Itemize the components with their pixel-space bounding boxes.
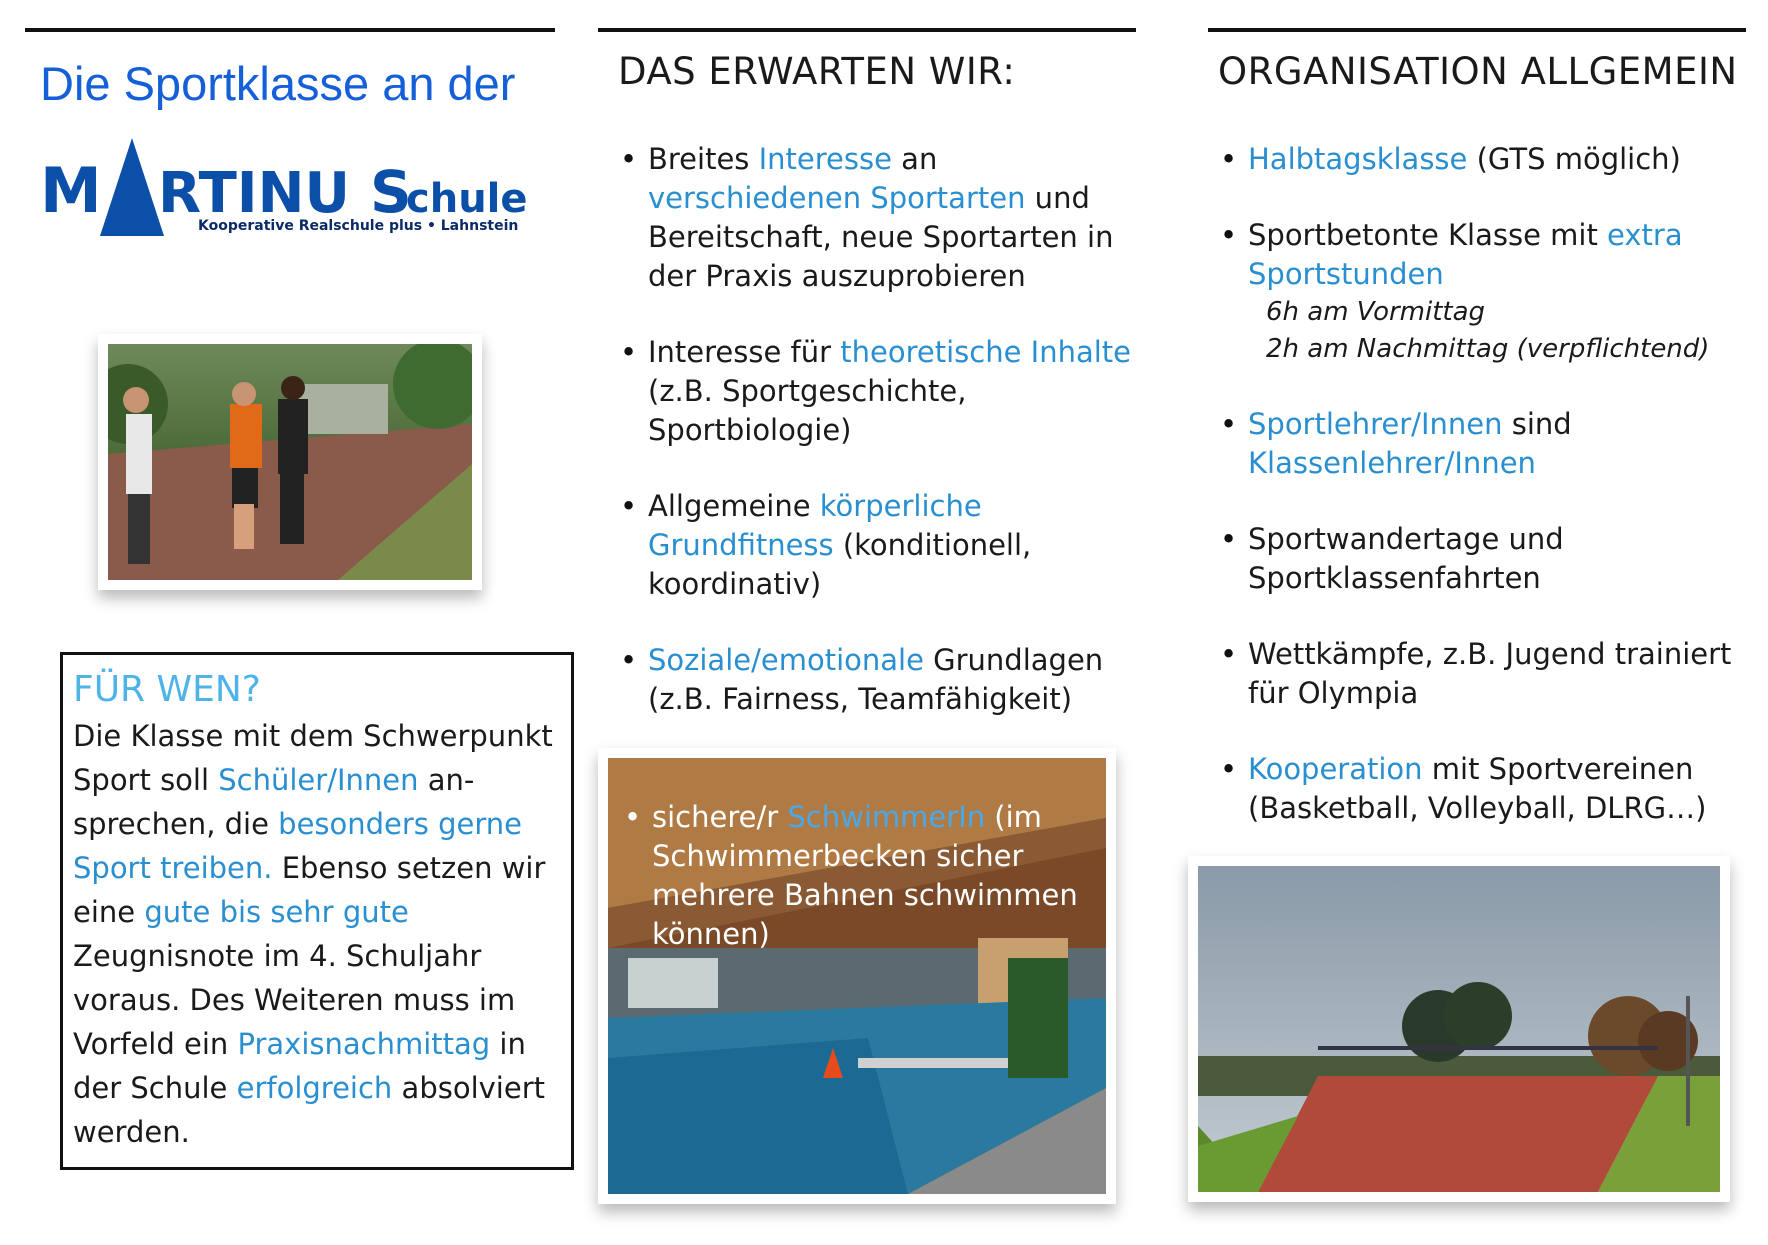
expectations-list [618,140,1138,719]
list-item: • Soziale/emotionale Grundlagen (z.B. Fairness, Teamfähigkeit) [618,641,1138,719]
box-heading: FÜR WEN? [73,669,261,710]
logo-text-rtinu: RTINU [158,161,350,226]
list-item: • Allgemeine körperliche Grundfitness (konditionell, koordinativ) [618,487,1138,604]
page-title: Die Sportklasse an der [40,57,516,110]
list-item: • Sportlehrer/Innen sind Klassenlehrer/Innen [1218,405,1748,483]
logo-text-s: S [370,158,412,226]
list-item: • Sportwandertage und Sportklassenfahrten [1218,520,1748,598]
list-item: • Kooperation mit Sportvereinen (Basketball, Volleyball, DLRG…) [1218,750,1748,828]
logo-text-chule: chule [406,176,528,222]
list-item: • Interesse für theoretische Inhalte (z.B. Sportgeschichte, Sportbiologie) [618,333,1138,450]
organisation-list [1218,140,1748,828]
sports-field-photo [1188,856,1730,1202]
list-item: • Halbtagsklasse (GTS möglich) [1218,140,1748,179]
list-item: • Wettkämpfe, z.B. Jugend trainiert für Olympia [1218,635,1748,713]
list-item: • Breites Interesse an verschiedenen Sportarten und Bereitschaft, neue Sportarten in der Praxis auszuprobieren [618,140,1138,296]
rule-left [25,28,555,32]
swimmer-bullet: • sichere/r SchwimmerIn (im Schwimmerbecken sicher mehrere Bahnen schwimmen können) [622,798,1132,954]
right-column-title: ORGANISATION ALLGEMEIN [1218,50,1738,93]
logo-text-m: M [40,154,102,227]
rule-right [1208,28,1746,32]
running-photo [98,334,482,590]
sub-line: 2h am Nachmittag (verpflichtend) [1266,334,1710,364]
box-text: Die Klasse mit dem Schwerpunkt Sport soll Schüler/Innen an-sprechen, die besonders gerne Sport treiben. Ebenso setzen wir eine gute bis sehr gute Zeugnisnote im 4. Schuljahr voraus. Des Weiteren muss im Vorfeld ein Praxisnachmittag in der Schule erfolgreich absolviert werden. [73,719,553,1149]
logo-subtitle: Kooperative Realschule plus • Lahnstein [198,218,519,234]
sub-line: 6h am Vormittag [1266,297,1486,327]
list-item: • Sportbetonte Klasse mit extra Sportstunden 6h am Vormittag 2h am Nachmittag (verpflichtend) [1218,216,1748,368]
rule-middle [598,28,1136,32]
target-group-box [60,652,574,1170]
school-logo [40,130,560,250]
middle-column-title: DAS ERWARTEN WIR: [618,50,1016,93]
